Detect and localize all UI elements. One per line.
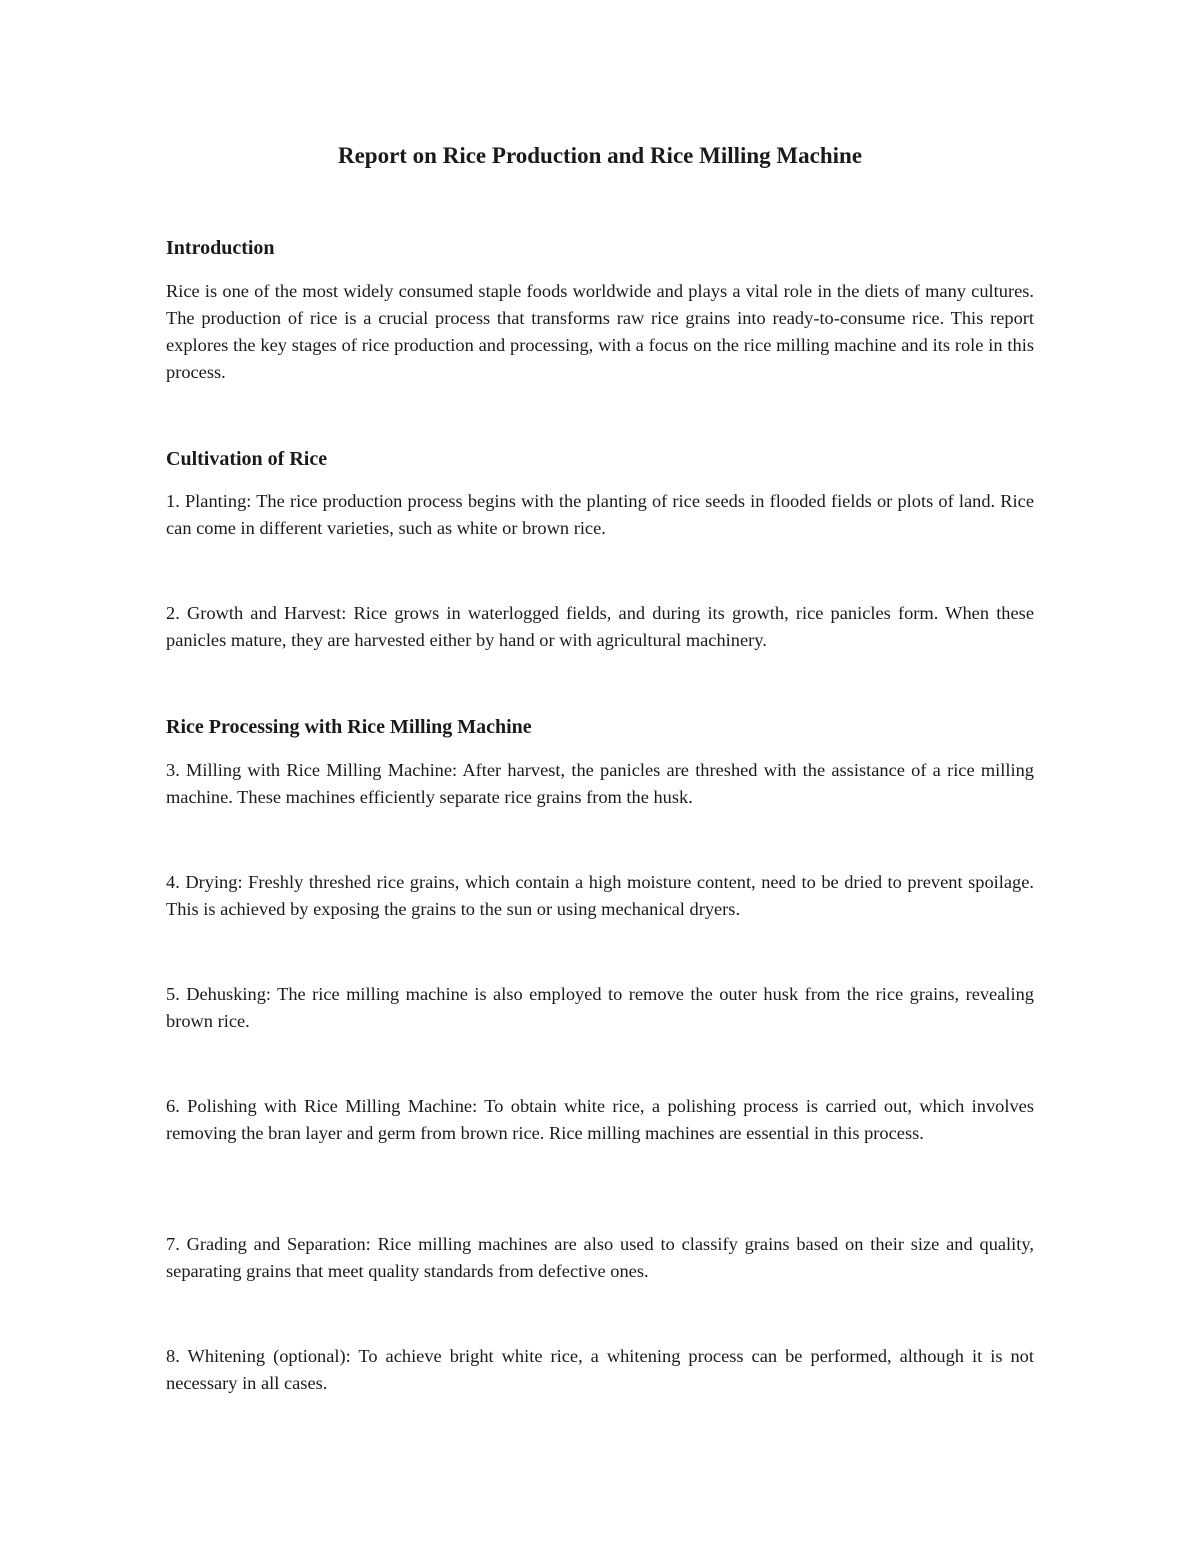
- paragraph-introduction: Rice is one of the most widely consumed staple foods worldwide and plays a vital role in the diets of many cultures. The production of rice is a crucial process that transforms raw rice grains into ready-to-consume rice. This report explores the key stages of rice production and processing, with a focus on the rice milling machine and its role in this process.: [166, 281, 1034, 382]
- paragraph-milling: 3. Milling with Rice Milling Machine: After harvest, the panicles are threshed with the assistance of a rice milling machine. These machines efficiently separate rice grains from the husk.: [166, 760, 1034, 807]
- section-heading-cultivation: Cultivation of Rice: [166, 448, 328, 470]
- section-heading-processing: Rice Processing with Rice Milling Machine: [166, 716, 532, 738]
- paragraph-drying: 4. Drying: Freshly threshed rice grains, which contain a high moisture content, need to be dried to prevent spoilage. This is achieved by exposing the grains to the sun or using mechanical dryers.: [166, 872, 1034, 919]
- paragraph-grading: 7. Grading and Separation: Rice milling machines are also used to classify grains based on their size and quality, separating grains that meet quality standards from defective ones.: [166, 1234, 1034, 1281]
- paragraph-growth-harvest: 2. Growth and Harvest: Rice grows in waterlogged fields, and during its growth, rice panicles form. When these panicles mature, they are harvested either by hand or with agricultural machinery.: [166, 603, 1034, 650]
- document-title: Report on Rice Production and Rice Milling Machine: [337, 143, 863, 168]
- paragraph-planting: 1. Planting: The rice production process begins with the planting of rice seeds in flooded fields or plots of land. Rice can come in different varieties, such as white or brown rice.: [166, 491, 1034, 538]
- paragraph-whitening: 8. Whitening (optional): To achieve bright white rice, a whitening process can be performed, although it is not necessary in all cases.: [166, 1346, 1034, 1393]
- section-heading-introduction: Introduction: [166, 237, 275, 259]
- paragraph-dehusking: 5. Dehusking: The rice milling machine is also employed to remove the outer husk from the rice grains, revealing brown rice.: [166, 984, 1034, 1031]
- paragraph-polishing: 6. Polishing with Rice Milling Machine: To obtain white rice, a polishing process is carried out, which involves removing the bran layer and germ from brown rice. Rice milling machines are essential in this process.: [166, 1096, 1034, 1143]
